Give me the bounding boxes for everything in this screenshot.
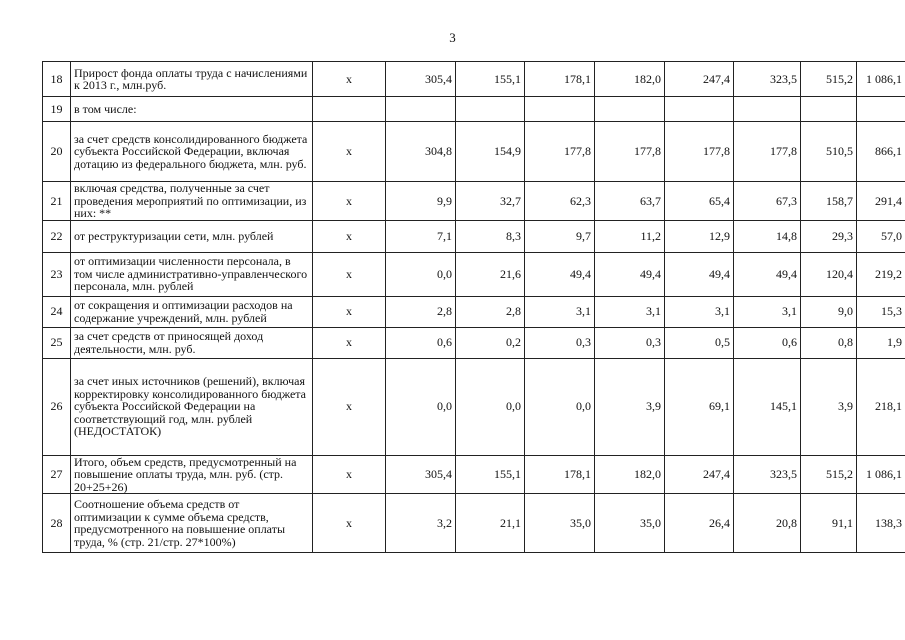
value-cell: 49,4: [525, 252, 595, 296]
value-cell: 62,3: [525, 182, 595, 221]
value-cell: 3,1: [595, 296, 665, 327]
value-cell: 154,9: [456, 122, 525, 182]
row-description: за счет иных источников (решений), включая корректировку консолидированного бюджета субъекта Российской Федерации на соответствующий год, млн. рублей (НЕДОСТАТОК): [71, 358, 313, 455]
row-description: от сокращения и оптимизации расходов на содержание учреждений, млн. рублей: [71, 296, 313, 327]
value-cell: 177,8: [525, 122, 595, 182]
value-cell: 120,4: [801, 252, 857, 296]
value-cell: 138,3: [857, 494, 905, 553]
value-cell: 12,9: [665, 220, 734, 252]
value-cell: 29,3: [801, 220, 857, 252]
value-cell: 9,7: [525, 220, 595, 252]
row-description: Прирост фонда оплаты труда с начислениями к 2013 г., млн.руб.: [71, 62, 313, 97]
value-cell: 218,1: [857, 358, 905, 455]
base-year-cell: x: [313, 327, 386, 358]
value-cell: 9,0: [801, 296, 857, 327]
value-cell: 49,4: [595, 252, 665, 296]
value-cell: 155,1: [456, 62, 525, 97]
value-cell: 3,1: [525, 296, 595, 327]
row-number: 28: [43, 494, 71, 553]
value-cell: 0,0: [386, 252, 456, 296]
value-cell: 32,7: [456, 182, 525, 221]
value-cell: 1 086,1: [857, 62, 905, 97]
base-year-cell: x: [313, 455, 386, 494]
value-cell: [734, 97, 801, 122]
value-cell: 49,4: [734, 252, 801, 296]
value-cell: 8,3: [456, 220, 525, 252]
value-cell: 219,2: [857, 252, 905, 296]
value-cell: [595, 97, 665, 122]
row-number: 21: [43, 182, 71, 221]
value-cell: 69,1: [665, 358, 734, 455]
value-cell: 1,9: [857, 327, 905, 358]
table-body: [43, 62, 905, 553]
value-cell: 3,1: [665, 296, 734, 327]
table-row: [43, 296, 905, 327]
value-cell: 177,8: [595, 122, 665, 182]
row-description: Итого, объем средств, предусмотренный на повышение оплаты труда, млн. руб. (стр. 20+25+26): [71, 455, 313, 494]
value-cell: 0,0: [386, 358, 456, 455]
row-number: 20: [43, 122, 71, 182]
value-cell: 158,7: [801, 182, 857, 221]
table-row: [43, 182, 905, 221]
base-year-cell: x: [313, 182, 386, 221]
value-cell: 0,0: [525, 358, 595, 455]
value-cell: 305,4: [386, 62, 456, 97]
value-cell: 20,8: [734, 494, 801, 553]
value-cell: 21,6: [456, 252, 525, 296]
value-cell: 0,3: [595, 327, 665, 358]
value-cell: 65,4: [665, 182, 734, 221]
value-cell: [801, 97, 857, 122]
table-row: [43, 252, 905, 296]
value-cell: 182,0: [595, 62, 665, 97]
base-year-cell: [313, 97, 386, 122]
row-description: от оптимизации численности персонала, в том числе административно-управленческого персонала, млн. рублей: [71, 252, 313, 296]
value-cell: 3,9: [801, 358, 857, 455]
base-year-cell: x: [313, 296, 386, 327]
table-row: [43, 358, 905, 455]
value-cell: 0,8: [801, 327, 857, 358]
value-cell: 67,3: [734, 182, 801, 221]
value-cell: 1 086,1: [857, 455, 905, 494]
financial-table: [42, 61, 905, 553]
table-row: [43, 97, 905, 122]
row-description: за счет средств консолидированного бюджета субъекта Российской Федерации, включая дотацию из федерального бюджета, млн. руб.: [71, 122, 313, 182]
value-cell: 291,4: [857, 182, 905, 221]
value-cell: 515,2: [801, 62, 857, 97]
value-cell: 9,9: [386, 182, 456, 221]
value-cell: 7,1: [386, 220, 456, 252]
value-cell: 0,3: [525, 327, 595, 358]
table-row: [43, 122, 905, 182]
value-cell: 323,5: [734, 455, 801, 494]
value-cell: [857, 97, 905, 122]
value-cell: 3,2: [386, 494, 456, 553]
row-number: 27: [43, 455, 71, 494]
value-cell: 0,6: [386, 327, 456, 358]
value-cell: 182,0: [595, 455, 665, 494]
row-description: от реструктуризации сети, млн. рублей: [71, 220, 313, 252]
row-description: в том числе:: [71, 97, 313, 122]
value-cell: [665, 97, 734, 122]
row-number: 26: [43, 358, 71, 455]
value-cell: 21,1: [456, 494, 525, 553]
table-row: [43, 62, 905, 97]
value-cell: 57,0: [857, 220, 905, 252]
value-cell: 247,4: [665, 455, 734, 494]
value-cell: 304,8: [386, 122, 456, 182]
value-cell: 155,1: [456, 455, 525, 494]
value-cell: 177,8: [734, 122, 801, 182]
value-cell: [525, 97, 595, 122]
table-row: [43, 455, 905, 494]
value-cell: 2,8: [386, 296, 456, 327]
value-cell: 247,4: [665, 62, 734, 97]
value-cell: 515,2: [801, 455, 857, 494]
value-cell: 14,8: [734, 220, 801, 252]
base-year-cell: x: [313, 220, 386, 252]
page-number: 3: [449, 30, 456, 45]
value-cell: 510,5: [801, 122, 857, 182]
value-cell: 35,0: [525, 494, 595, 553]
value-cell: 178,1: [525, 455, 595, 494]
row-description: за счет средств от приносящей доход деятельности, млн. руб.: [71, 327, 313, 358]
value-cell: 0,2: [456, 327, 525, 358]
value-cell: [456, 97, 525, 122]
value-cell: 305,4: [386, 455, 456, 494]
value-cell: 35,0: [595, 494, 665, 553]
value-cell: 145,1: [734, 358, 801, 455]
value-cell: 177,8: [665, 122, 734, 182]
value-cell: 63,7: [595, 182, 665, 221]
base-year-cell: x: [313, 494, 386, 553]
value-cell: 0,6: [734, 327, 801, 358]
table-row: [43, 220, 905, 252]
value-cell: 0,0: [456, 358, 525, 455]
value-cell: 323,5: [734, 62, 801, 97]
table-row: [43, 494, 905, 553]
row-description: Соотношение объема средств от оптимизации к сумме объема средств, предусмотренного на повышение оплаты труда, % (стр. 21/стр. 27*100%): [71, 494, 313, 553]
row-number: 22: [43, 220, 71, 252]
base-year-cell: x: [313, 358, 386, 455]
value-cell: 2,8: [456, 296, 525, 327]
value-cell: [386, 97, 456, 122]
base-year-cell: x: [313, 252, 386, 296]
value-cell: 11,2: [595, 220, 665, 252]
value-cell: 15,3: [857, 296, 905, 327]
value-cell: 3,9: [595, 358, 665, 455]
row-description: включая средства, полученные за счет проведения мероприятий по оптимизации, из них: **: [71, 182, 313, 221]
row-number: 19: [43, 97, 71, 122]
value-cell: 866,1: [857, 122, 905, 182]
table-row: [43, 327, 905, 358]
row-number: 24: [43, 296, 71, 327]
value-cell: 3,1: [734, 296, 801, 327]
value-cell: 91,1: [801, 494, 857, 553]
base-year-cell: x: [313, 62, 386, 97]
row-number: 25: [43, 327, 71, 358]
row-number: 18: [43, 62, 71, 97]
value-cell: 0,5: [665, 327, 734, 358]
row-number: 23: [43, 252, 71, 296]
value-cell: 26,4: [665, 494, 734, 553]
value-cell: 49,4: [665, 252, 734, 296]
value-cell: 178,1: [525, 62, 595, 97]
base-year-cell: x: [313, 122, 386, 182]
